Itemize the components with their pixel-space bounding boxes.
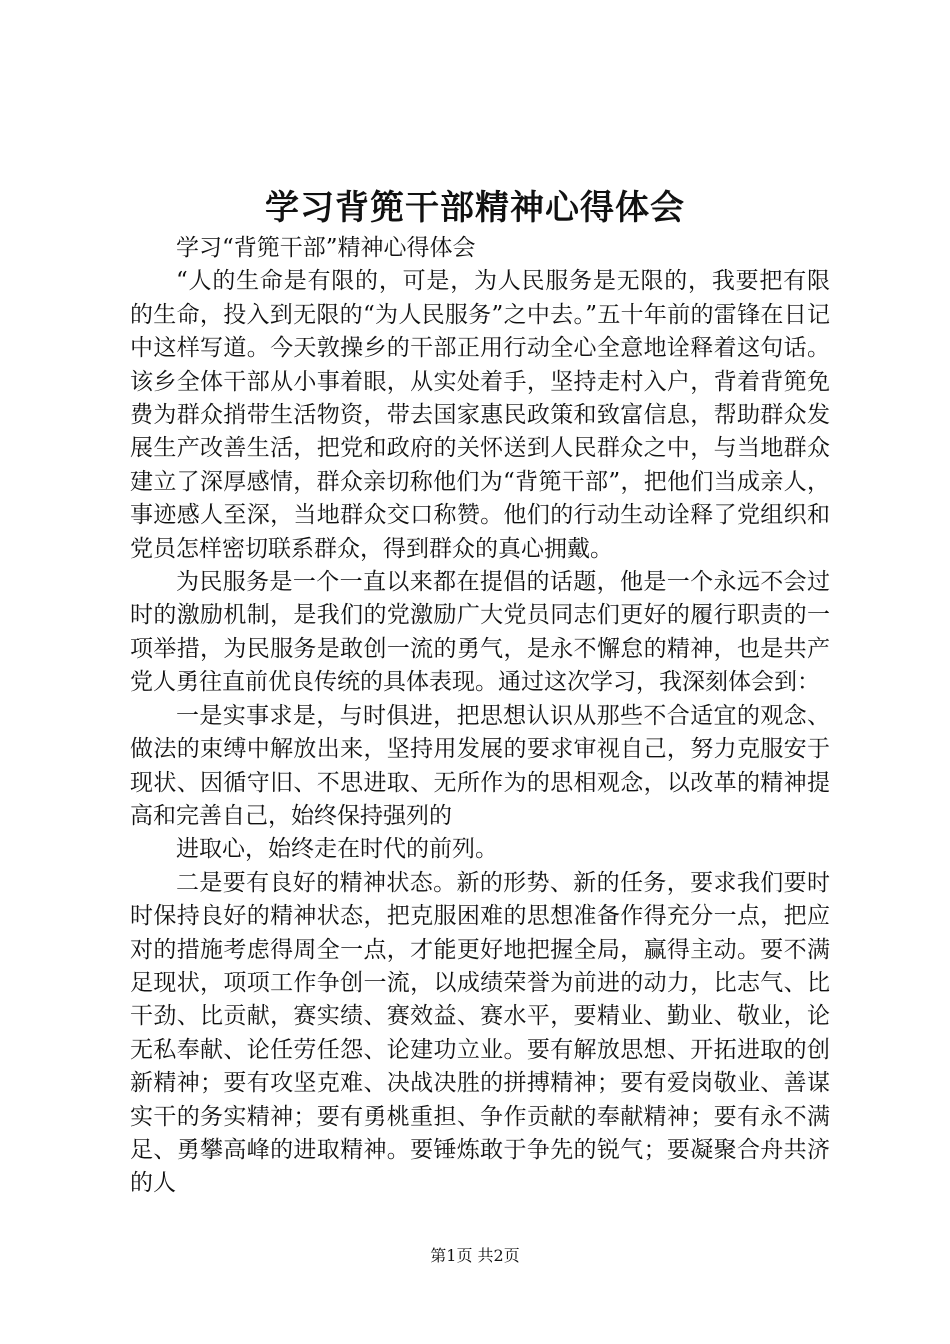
- paragraph-subtitle: 学习“背篼干部”精神心得体会: [176, 235, 476, 261]
- paragraph-4: 进取心，始终走在时代的前列。: [176, 836, 498, 863]
- paragraph-5: 二是要有良好的精神状态。新的形势、新的任务，要求我们要时时保持良好的精神状态，把克服困难的思想准备作得充分一点，把应对的措施考虑得周全一点，才能更好地把握全局，赢得主动。要不满足现状，项项工作争创一流，以成绩荣誉为前进的动力，比志气、比干劲、比贡献，赛实绩、赛效益、赛水平，要精业、勤业、敬业，论无私奉献、论任劳任怨、论建功立业。要有解放思想、开拓进取的创新精神；要有攻坚克难、决战决胜的拼搏精神；要有爱岗敬业、善谋实干的务实精神；要有勇桃重担、争作贡献的奉献精神；要有永不满足、勇攀高峰的进取精神。要锤炼敢于争先的锐气；要凝聚合舟共济的人: [130, 869, 830, 1197]
- paragraph-1: “人的生命是有限的，可是，为人民服务是无限的，我要把有限的生命，投入到无限的“为人民服务”之中去。”五十年前的雷锋在日记中这样写道。今天敦操乡的干部正用行动全心全意地诠释着这句话。该乡全体干部从小事着眼，从实处着手，坚持走村入户，背着背篼免费为群众捎带生活物资，带去国家惠民政策和致富信息，帮助群众发展生产改善生活，把党和政府的关怀送到人民群众之中，与当地群众建立了深厚感情，群众亲切称他们为“背篼干部”，把他们当成亲人，事迹感人至深，当地群众交口称赞。他们的行动生动诠释了党组织和党员怎样密切联系群众，得到群众的真心拥戴。: [130, 268, 830, 562]
- document-body: [130, 232, 830, 1201]
- paragraph-3: 一是实事求是，与时俱进，把思想认识从那些不合适宜的观念、做法的束缚中解放出来，坚持用发展的要求审视自己，努力克服安于现状、因循守旧、不思进取、无所作为的思相观念，以改革的精神提高和完善自己，始终保持强列的: [130, 702, 830, 829]
- page-footer: 第1页 共2页: [430, 1246, 520, 1265]
- document-title: 学习背篼干部精神心得体会: [265, 188, 685, 228]
- paragraph-2: 为民服务是一个一直以来都在提倡的话题，他是一个永远不会过时的激励机制，是我们的党激励广大党员同志们更好的履行职责的一项举措，为民服务是敢创一流的勇气，是永不懈怠的精神，也是共产党人勇往直前优良传统的具体表现。通过这次学习，我深刻体会到：: [130, 569, 830, 696]
